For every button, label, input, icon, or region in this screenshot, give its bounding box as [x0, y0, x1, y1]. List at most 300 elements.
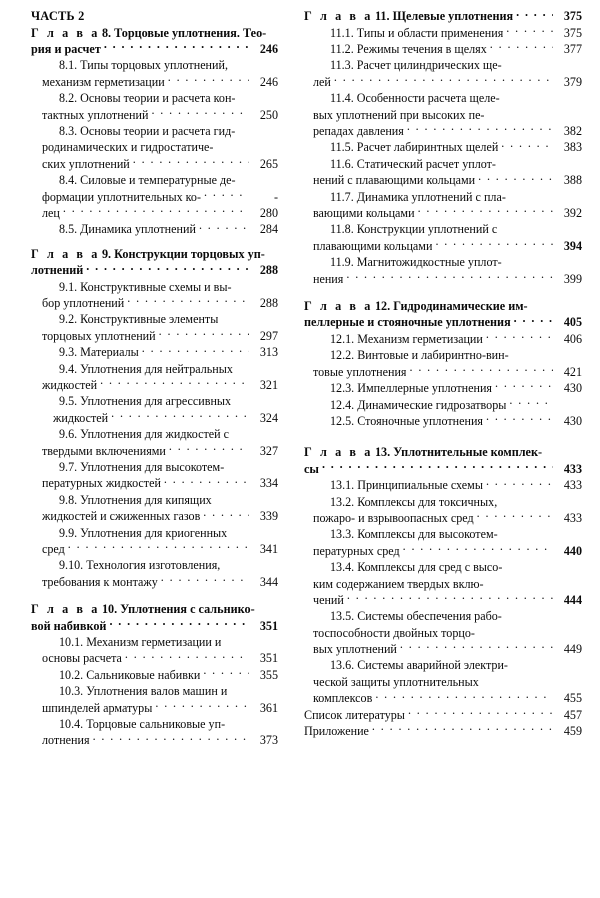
- entry-title-cont: основы расчета: [42, 651, 122, 666]
- page-number: 444: [563, 592, 582, 607]
- toc-entry-9-7-cont[interactable]: [31, 475, 278, 491]
- entry-number: 12.1.: [330, 331, 355, 346]
- dot-leader: [409, 364, 553, 376]
- entry-number: 12.3.: [330, 381, 355, 396]
- dot-leader: [495, 380, 553, 392]
- dot-leader: [408, 707, 553, 719]
- entry-number: 10.1.: [59, 634, 84, 649]
- dot-leader: [63, 205, 249, 217]
- dot-leader: [204, 188, 249, 200]
- back-matter-label: Приложение: [304, 724, 369, 739]
- toc-entry-10-4-cont[interactable]: [31, 732, 278, 748]
- dot-leader: [68, 541, 249, 553]
- entry-number: 9.2.: [59, 312, 78, 327]
- toc-entry-9-6-cont[interactable]: [31, 443, 278, 459]
- entry-title-cont: пожаро- и взрывоопасных сред: [313, 511, 474, 526]
- page-number: 406: [563, 331, 582, 346]
- toc-entry-11-4-cont1[interactable]: [304, 107, 582, 123]
- entry-title-cont: нения: [313, 271, 344, 286]
- toc-entry-11-2[interactable]: [304, 41, 582, 57]
- dot-leader: [486, 413, 553, 425]
- page-number: 457: [563, 707, 582, 722]
- toc-entry-9-8-cont[interactable]: [31, 508, 278, 524]
- entry-title-cont: лотнения: [42, 733, 90, 748]
- chapter-number: 10.: [101, 602, 118, 617]
- page-number: 459: [563, 724, 582, 739]
- chapter-word-label: Г л а в а: [31, 246, 100, 261]
- page-number: 324: [259, 410, 278, 425]
- spacer: [304, 429, 582, 444]
- chapter-title-line2: пеллерные и стояночные уплотнения: [304, 315, 511, 330]
- dot-leader: [403, 543, 553, 555]
- entry-number: 9.4.: [59, 361, 78, 376]
- page-number: 361: [259, 700, 278, 715]
- chapter-word-label: Г л а в а: [304, 9, 373, 24]
- page-number: 455: [563, 691, 582, 706]
- toc-columns: [0, 8, 600, 749]
- chapter-title-line1: Конструкции торцовых уп-: [114, 246, 265, 261]
- entry-number: 12.5.: [330, 413, 355, 428]
- entry-number: 11.2.: [330, 42, 354, 57]
- entry-title-cont: механизм герметизации: [42, 74, 165, 89]
- chapter-word-label: Г л а в а: [304, 298, 373, 313]
- dot-leader: [501, 139, 553, 151]
- dot-leader: [346, 270, 553, 282]
- chapter-heading-12[interactable]: [304, 298, 582, 314]
- toc-entry-bibliography[interactable]: [304, 707, 582, 723]
- entry-number: 11.6.: [330, 156, 354, 171]
- page-number: 321: [259, 378, 278, 393]
- page-number: 375: [563, 25, 582, 40]
- entry-title: Уплотнения для криогенных: [80, 525, 228, 540]
- entry-number: 13.6.: [330, 658, 355, 673]
- entry-number: 9.3.: [59, 345, 78, 360]
- chapter-heading-9[interactable]: [31, 246, 278, 262]
- spacer: [31, 590, 278, 601]
- entry-number: 11.4.: [330, 91, 354, 106]
- toc-entry-13-2-cont[interactable]: [304, 510, 582, 526]
- entry-number: 11.5.: [330, 140, 354, 155]
- entry-number: 9.8.: [59, 492, 78, 507]
- dot-leader: [347, 592, 553, 604]
- dot-leader: [400, 641, 553, 653]
- chapter-title-line1: Уплотнения с сальнико-: [120, 602, 255, 617]
- entry-title: Уплотнения для кипящих: [80, 492, 212, 507]
- entry-title: Уплотнения для агрессивных: [80, 394, 232, 409]
- page-number: 379: [563, 74, 582, 89]
- toc-entry-9-4[interactable]: [31, 361, 278, 377]
- entry-number: 9.5.: [59, 394, 78, 409]
- toc-entry-10-3[interactable]: [31, 683, 278, 699]
- chapter-heading-8[interactable]: [31, 25, 278, 41]
- toc-entry-13-5[interactable]: [304, 608, 582, 624]
- entry-title: Системы аварийной электри-: [357, 658, 508, 673]
- page-number: 449: [563, 642, 582, 657]
- entry-title-cont: плавающими кольцами: [313, 238, 433, 253]
- entry-number: 11.9.: [330, 255, 354, 270]
- dot-leader: [93, 732, 249, 744]
- entry-title-cont: торцовых уплотнений: [42, 328, 156, 343]
- toc-entry-13-2[interactable]: [304, 494, 582, 510]
- page-number: 351: [259, 651, 278, 666]
- page-number: 327: [259, 443, 278, 458]
- toc-entry-appendix[interactable]: [304, 723, 582, 739]
- toc-entry-13-6-cont2[interactable]: [304, 690, 582, 706]
- toc-entry-9-7[interactable]: [31, 459, 278, 475]
- toc-entry-9-5[interactable]: [31, 393, 278, 409]
- page-number: 351: [259, 618, 278, 633]
- page-number: 430: [563, 381, 582, 396]
- entry-number: 11.7.: [330, 189, 354, 204]
- chapter-title-line2: лотнений: [31, 263, 84, 278]
- page-number: 405: [563, 315, 582, 330]
- dot-leader: [334, 74, 553, 86]
- entry-number: 12.2.: [330, 348, 355, 363]
- entry-title: Комплексы для высокотем-: [357, 527, 498, 542]
- entry-title: Стояночные уплотнения: [357, 413, 483, 428]
- entry-title: Уплотнения для нейтральных: [80, 361, 233, 376]
- dot-leader: [100, 377, 249, 389]
- entry-title: Типы и области применения: [356, 25, 504, 40]
- page-number: 392: [563, 205, 582, 220]
- entry-number: 8.4.: [59, 173, 78, 188]
- page-number: 399: [563, 271, 582, 286]
- toc-entry-9-9[interactable]: [31, 525, 278, 541]
- page-number: 382: [563, 123, 582, 138]
- page-number: 433: [563, 511, 582, 526]
- entry-title-cont: жидкостей: [42, 378, 98, 393]
- dot-leader: [104, 41, 249, 53]
- entry-title-cont: ческой защиты уплотнительных: [313, 674, 479, 689]
- entry-title: Принципиальные схемы: [357, 478, 483, 493]
- chapter-title-line2: вой набивкой: [31, 618, 107, 633]
- toc-entry-9-1[interactable]: [31, 279, 278, 295]
- chapter-title-line1: Гидродинамические им-: [393, 298, 528, 313]
- toc-entry-11-6-cont[interactable]: [304, 172, 582, 188]
- entry-title: Торцовые сальниковые уп-: [86, 716, 226, 731]
- chapter-heading-9-cont[interactable]: [31, 262, 278, 279]
- toc-entry-8-4[interactable]: [31, 172, 278, 188]
- entry-number: 12.4.: [330, 397, 355, 412]
- entry-title: Уплотнения для высокотем-: [80, 459, 225, 474]
- page-number: 288: [259, 296, 278, 311]
- toc-entry-10-3-cont[interactable]: [31, 700, 278, 716]
- toc-entry-11-5[interactable]: [304, 139, 582, 155]
- toc-entry-8-4-cont2[interactable]: [31, 205, 278, 221]
- chapter-number: 9.: [101, 246, 112, 261]
- entry-number: 9.10.: [59, 558, 84, 573]
- entry-title: Механизм герметизации и: [86, 634, 222, 649]
- page-number: 433: [563, 461, 582, 476]
- entry-title: Уплотнения валов машин и: [86, 684, 228, 699]
- entry-number: 13.3.: [330, 527, 355, 542]
- entry-number: 9.1.: [59, 279, 78, 294]
- dot-leader: [133, 156, 249, 168]
- entry-number: 11.3.: [330, 58, 354, 73]
- toc-entry-12-2[interactable]: [304, 347, 582, 363]
- toc-entry-11-3-cont[interactable]: [304, 74, 582, 90]
- spacer: [304, 287, 582, 298]
- entry-title: Основы теории и расчета кон-: [80, 91, 236, 106]
- dot-leader: [151, 107, 249, 119]
- toc-entry-11-7-cont[interactable]: [304, 205, 582, 221]
- back-matter-label: Список литературы: [304, 707, 405, 722]
- toc-entry-12-4[interactable]: [304, 396, 582, 412]
- toc-entry-11-3[interactable]: [304, 57, 582, 73]
- page-number: 440: [563, 543, 582, 558]
- toc-entry-13-3[interactable]: [304, 526, 582, 542]
- entry-number: 11.1.: [330, 25, 354, 40]
- toc-right-column: [300, 8, 600, 739]
- entry-title-cont: вых уплотнений: [313, 642, 397, 657]
- chapter-number: 13.: [374, 445, 391, 460]
- toc-entry-9-10-cont[interactable]: [31, 574, 278, 590]
- toc-entry-13-4-cont2[interactable]: [304, 592, 582, 608]
- toc-entry-13-1[interactable]: [304, 477, 582, 493]
- chapter-heading-8-cont[interactable]: [31, 41, 278, 58]
- toc-entry-8-3-cont2[interactable]: [31, 156, 278, 172]
- dot-leader: [169, 443, 249, 455]
- page-number: 288: [259, 263, 278, 278]
- dot-leader: [142, 344, 249, 356]
- entry-number: 11.8.: [330, 222, 354, 237]
- entry-title: Системы обеспечения рабо-: [357, 609, 502, 624]
- page-number: 246: [259, 74, 278, 89]
- toc-entry-12-2-cont[interactable]: [304, 364, 582, 380]
- entry-title: Статический расчет уплот-: [356, 156, 496, 171]
- toc-entry-9-9-cont[interactable]: [31, 541, 278, 557]
- entry-title-cont: репадах давления: [313, 123, 404, 138]
- entry-title-cont: тоспособности двойных торцо-: [313, 625, 475, 640]
- toc-entry-13-6-cont1[interactable]: [304, 674, 582, 690]
- entry-number: 10.4.: [59, 716, 84, 731]
- dot-leader: [506, 25, 553, 37]
- toc-entry-13-5-cont1[interactable]: [304, 625, 582, 641]
- chapter-word-label: Г л а в а: [304, 445, 373, 460]
- entry-title-cont: формации уплотнительных ко-: [42, 189, 202, 204]
- chapter-title-line1: Уплотнительные комплек-: [393, 445, 543, 460]
- entry-number: 9.7.: [59, 459, 78, 474]
- dot-leader: [486, 477, 553, 489]
- entry-title: Динамика уплотнений с пла-: [356, 189, 506, 204]
- toc-entry-10-4[interactable]: [31, 716, 278, 732]
- entry-title: Конструктивные элементы: [80, 312, 219, 327]
- dot-leader: [516, 8, 553, 20]
- page-number: 297: [259, 328, 278, 343]
- entry-number: 9.6.: [59, 427, 78, 442]
- entry-title-cont: родинамических и гидростатиче-: [42, 140, 214, 155]
- toc-entry-8-3-cont1[interactable]: [31, 139, 278, 155]
- toc-entry-11-9-cont[interactable]: [304, 270, 582, 286]
- chapter-heading-12-cont[interactable]: [304, 314, 582, 331]
- entry-title-cont: товые уплотнения: [313, 364, 407, 379]
- spacer: [31, 238, 278, 246]
- entry-number: 10.3.: [59, 684, 84, 699]
- chapter-heading-10-cont[interactable]: [31, 617, 278, 634]
- toc-entry-12-1[interactable]: [304, 331, 582, 347]
- toc-entry-13-6[interactable]: [304, 657, 582, 673]
- page-number: 341: [259, 541, 278, 556]
- toc-entry-9-2[interactable]: [31, 311, 278, 327]
- toc-entry-11-8[interactable]: [304, 221, 582, 237]
- toc-entry-10-1[interactable]: [31, 634, 278, 650]
- dot-leader: [509, 396, 553, 408]
- dot-leader: [514, 314, 553, 326]
- entry-number: 10.2.: [59, 667, 84, 682]
- entry-title-cont: вых уплотнений при высоких пе-: [313, 107, 485, 122]
- page-number: 383: [563, 140, 582, 155]
- toc-entry-10-1-cont[interactable]: [31, 650, 278, 666]
- toc-entry-9-4-cont[interactable]: [31, 377, 278, 393]
- page-number: 344: [259, 574, 278, 589]
- entry-number: 9.9.: [59, 525, 78, 540]
- page-number: 313: [259, 345, 278, 360]
- dot-leader: [164, 475, 249, 487]
- entry-title: Магнитожидкостные уплот-: [356, 255, 502, 270]
- entry-title: Расчет лабиринтных щелей: [356, 140, 499, 155]
- entry-title-cont: пературных жидкостей: [42, 476, 161, 491]
- entry-title: Конструктивные схемы и вы-: [80, 279, 232, 294]
- chapter-number: 12.: [374, 298, 391, 313]
- dot-leader: [127, 295, 249, 307]
- entry-title: Импеллерные уплотнения: [357, 381, 492, 396]
- entry-number: 13.1.: [330, 478, 355, 493]
- dot-leader: [168, 74, 249, 86]
- toc-entry-9-5-cont[interactable]: [31, 410, 278, 426]
- toc-entry-10-2[interactable]: [31, 667, 278, 683]
- entry-title: Динамические гидрозатворы: [357, 397, 507, 412]
- entry-title: Расчет цилиндрических ще-: [356, 58, 502, 73]
- chapter-word-label: Г л а в а: [31, 602, 100, 617]
- toc-entry-8-2[interactable]: [31, 90, 278, 106]
- toc-entry-9-10[interactable]: [31, 557, 278, 573]
- chapter-title-line2: сы: [304, 461, 319, 476]
- dot-leader: [418, 205, 553, 217]
- toc-entry-8-3[interactable]: [31, 123, 278, 139]
- toc-entry-12-5[interactable]: [304, 413, 582, 429]
- dot-leader: [203, 508, 249, 520]
- entry-title: Технология изготовления,: [86, 558, 221, 573]
- entry-title-cont: комплексов: [313, 691, 373, 706]
- entry-title: Уплотнения для жидкостей с: [80, 427, 229, 442]
- entry-number: 8.2.: [59, 91, 78, 106]
- toc-left-column: [0, 8, 300, 749]
- toc-entry-9-3[interactable]: [31, 344, 278, 360]
- stray-dash-mark: -: [273, 189, 278, 204]
- page-number: 433: [563, 478, 582, 493]
- entry-number: 13.2.: [330, 494, 355, 509]
- entry-title: Типы торцовых уплотнений,: [80, 58, 229, 73]
- toc-entry-8-2-cont[interactable]: [31, 107, 278, 123]
- dot-leader: [477, 510, 553, 522]
- toc-entry-9-2-cont[interactable]: [31, 328, 278, 344]
- entry-title-cont: чений: [313, 592, 344, 607]
- chapter-heading-13-cont[interactable]: [304, 461, 582, 478]
- toc-entry-13-4-cont1[interactable]: [304, 576, 582, 592]
- entry-title-cont: лец: [42, 205, 60, 220]
- page-number: 375: [563, 9, 582, 24]
- entry-title: Основы теории и расчета гид-: [80, 123, 236, 138]
- entry-title: Режимы течения в щелях: [356, 42, 487, 57]
- entry-title-cont: шпинделей арматуры: [42, 700, 153, 715]
- entry-number: 8.5.: [59, 222, 78, 237]
- dot-leader: [375, 690, 553, 702]
- dot-leader: [159, 328, 249, 340]
- chapter-word-label: Г л а в а: [31, 25, 100, 40]
- page-number: 394: [563, 238, 582, 253]
- entry-number: 13.5.: [330, 609, 355, 624]
- dot-leader: [407, 123, 553, 135]
- entry-title-cont: ким содержанием твердых вклю-: [313, 576, 484, 591]
- entry-title: Винтовые и лабиринтно-вин-: [357, 348, 509, 363]
- chapter-title-line1: Щелевые уплотнения: [392, 9, 514, 24]
- page-number: 388: [563, 173, 582, 188]
- entry-number: 8.3.: [59, 123, 78, 138]
- toc-entry-11-4[interactable]: [304, 90, 582, 106]
- dot-leader: [203, 667, 249, 679]
- toc-entry-11-4-cont2[interactable]: [304, 123, 582, 139]
- entry-title: Комплексы для токсичных,: [357, 494, 498, 509]
- entry-number: 8.1.: [59, 58, 78, 73]
- toc-entry-11-6[interactable]: [304, 156, 582, 172]
- toc-entry-8-4-cont1[interactable]: [31, 188, 278, 204]
- toc-entry-12-3[interactable]: [304, 380, 582, 396]
- dot-leader: [125, 650, 249, 662]
- entry-title-cont: сред: [42, 541, 65, 556]
- chapter-heading-10[interactable]: [31, 601, 278, 617]
- toc-entry-13-4[interactable]: [304, 559, 582, 575]
- toc-entry-11-1[interactable]: [304, 25, 582, 41]
- entry-title-cont: лей: [313, 74, 331, 89]
- chapter-title-line2: рия и расчет: [31, 42, 101, 57]
- entry-title: Сальниковые набивки: [86, 667, 201, 682]
- entry-title: Материалы: [80, 345, 139, 360]
- entry-title-cont: ских уплотнений: [42, 156, 130, 171]
- toc-entry-8-1[interactable]: [31, 57, 278, 73]
- dot-leader: [161, 574, 249, 586]
- entry-title-cont: бор уплотнений: [42, 296, 125, 311]
- entry-title-cont: твердыми включениями: [42, 443, 166, 458]
- page-number: 334: [259, 476, 278, 491]
- toc-entry-9-8[interactable]: [31, 492, 278, 508]
- entry-title-cont: жидкостей: [53, 410, 109, 425]
- page-number: 339: [259, 509, 278, 524]
- toc-entry-11-7[interactable]: [304, 189, 582, 205]
- chapter-heading-13[interactable]: [304, 444, 582, 460]
- dot-leader: [155, 700, 249, 712]
- toc-entry-13-5-cont2[interactable]: [304, 641, 582, 657]
- toc-entry-11-9[interactable]: [304, 254, 582, 270]
- toc-entry-8-5[interactable]: [31, 221, 278, 237]
- entry-number: 13.4.: [330, 560, 355, 575]
- entry-title-cont: тактных уплотнений: [42, 107, 149, 122]
- toc-entry-8-1-cont[interactable]: [31, 74, 278, 90]
- dot-leader: [109, 617, 249, 629]
- part-title: ЧАСТЬ 2: [31, 9, 85, 23]
- dot-leader: [199, 221, 249, 233]
- page-number: 250: [259, 107, 278, 122]
- toc-entry-11-8-cont[interactable]: [304, 238, 582, 254]
- page-number: 430: [563, 413, 582, 428]
- toc-entry-9-1-cont[interactable]: [31, 295, 278, 311]
- chapter-heading-11[interactable]: [304, 8, 582, 25]
- toc-entry-9-6[interactable]: [31, 426, 278, 442]
- toc-entry-13-3-cont[interactable]: [304, 543, 582, 559]
- page-number: 280: [259, 205, 278, 220]
- entry-title: Динамика уплотнений: [80, 222, 196, 237]
- entry-title: Силовые и температурные де-: [80, 173, 236, 188]
- page-number: 373: [259, 733, 278, 748]
